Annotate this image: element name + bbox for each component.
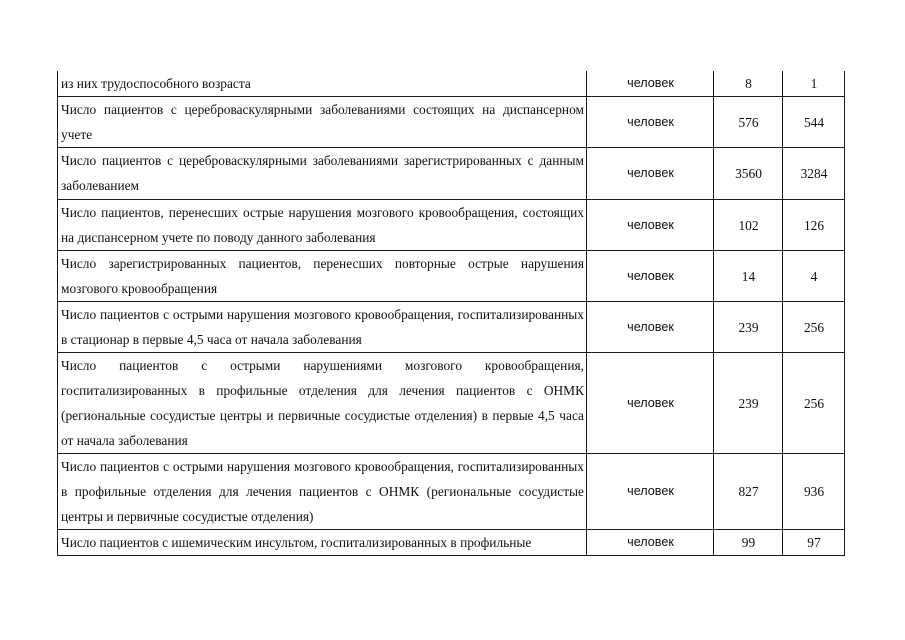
statistics-table	[57, 71, 845, 556]
table-row	[58, 97, 845, 148]
value-current-year: 256	[783, 302, 845, 353]
value-current-year: 1	[783, 71, 845, 97]
table-row	[58, 454, 845, 530]
value-previous-year: 102	[714, 200, 783, 251]
table-row	[58, 251, 845, 302]
value-current-year: 544	[783, 97, 845, 148]
unit-cell: человек	[587, 251, 714, 302]
table-row	[58, 530, 845, 556]
indicator-description: Число пациентов, перенесших острые нарушения мозгового кровообращения, состоящих на диспансерном учете по поводу данного заболевания	[58, 200, 587, 251]
unit-cell: человек	[587, 302, 714, 353]
indicator-description: Число пациентов с острыми нарушения мозгового кровообращения, госпитализированных в профильные отделения для лечения пациентов с ОНМК (региональные сосудистые центры и первичные сосудистые отделения)	[58, 454, 587, 530]
value-previous-year: 239	[714, 302, 783, 353]
table-row	[58, 353, 845, 454]
value-previous-year: 3560	[714, 148, 783, 200]
value-current-year: 3284	[783, 148, 845, 200]
value-previous-year: 99	[714, 530, 783, 556]
unit-cell: человек	[587, 71, 714, 97]
value-previous-year: 8	[714, 71, 783, 97]
value-current-year: 256	[783, 353, 845, 454]
unit-cell: человек	[587, 97, 714, 148]
table-row	[58, 148, 845, 200]
indicator-description: Число пациентов с цереброваскулярными заболеваниями состоящих на диспансерном учете	[58, 97, 587, 148]
indicator-description: Число пациентов с ишемическим инсультом, госпитализированных в профильные	[58, 530, 587, 556]
value-current-year: 126	[783, 200, 845, 251]
unit-cell: человек	[587, 353, 714, 454]
indicator-description: Число пациентов с острыми нарушения мозгового кровообращения, госпитализированных в стационар в первые 4,5 часа от начала заболевания	[58, 302, 587, 353]
value-previous-year: 239	[714, 353, 783, 454]
indicator-description: Число пациентов с острыми нарушениями мозгового кровообращения, госпитализированных в профильные отделения для лечения пациентов с ОНМК (региональные сосудистые центры и первичные сосудистые отделения) в первые 4,5 часа от начала заболевания	[58, 353, 587, 454]
indicator-description: Число зарегистрированных пациентов, перенесших повторные острые нарушения мозгового кровообращения	[58, 251, 587, 302]
value-current-year: 97	[783, 530, 845, 556]
table-row	[58, 200, 845, 251]
unit-cell: человек	[587, 454, 714, 530]
table-row	[58, 71, 845, 97]
table-row	[58, 302, 845, 353]
unit-cell: человек	[587, 148, 714, 200]
value-current-year: 936	[783, 454, 845, 530]
indicator-description: из них трудоспособного возраста	[58, 71, 587, 97]
indicator-description: Число пациентов с цереброваскулярными заболеваниями зарегистрированных с данным заболеванием	[58, 148, 587, 200]
value-previous-year: 827	[714, 454, 783, 530]
unit-cell: человек	[587, 530, 714, 556]
value-previous-year: 576	[714, 97, 783, 148]
value-previous-year: 14	[714, 251, 783, 302]
value-current-year: 4	[783, 251, 845, 302]
unit-cell: человек	[587, 200, 714, 251]
